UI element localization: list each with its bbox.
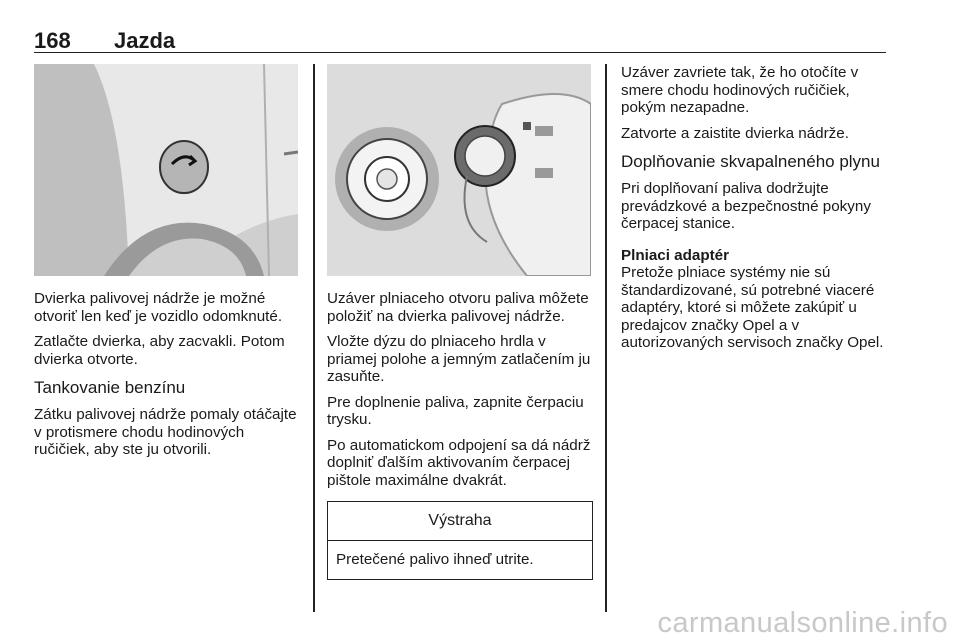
column-divider	[313, 64, 315, 612]
chapter-title: Jazda	[114, 28, 176, 53]
paragraph: Pri doplňovaní paliva dodržujte prevádzkové a bezpečnostné pokyny čerpacej stanice.	[621, 180, 871, 232]
section-heading: Doplňovanie skvapalneného plynu	[621, 152, 880, 171]
paragraph: Pretože plniace systémy nie sú štandardizované, sú potrebné viaceré adaptéry, ktoré si môžete zakúpiť u predajcov značky Opel a v autorizovaných servisoch značky Opel.	[621, 264, 884, 351]
paragraph: Po automatickom odpojení sa dá nádrž doplniť ďalším aktivovaním čerpacej pištole maximálne dvakrát.	[327, 436, 591, 489]
watermark: carmanualsonline.info	[657, 607, 948, 639]
warning-text: Pretečené palivo ihneď utrite.	[336, 551, 534, 568]
paragraph: Pre doplnenie paliva, zapnite čerpaciu trysku.	[327, 393, 584, 428]
paragraph: Zatlačte dvierka, aby zacvakli. Potom dvierka otvorte.	[34, 333, 285, 368]
subsection-heading: Plniaci adaptér	[621, 246, 730, 264]
column-middle	[327, 64, 593, 580]
page-number: 168	[34, 28, 71, 53]
fuel-cap-illustration	[327, 64, 591, 276]
paragraph: Zátku palivovej nádrže pomaly otáčajte v protismere chodu hodinových ručičiek, aby ste ju otvorili.	[34, 406, 297, 458]
section-heading: Tankovanie benzínu	[34, 378, 186, 397]
paragraph: Vložte dýzu do plniaceho hrdla v priamej polohe a jemným zatlačením ju zasuňte.	[327, 333, 591, 385]
column-right	[621, 64, 889, 360]
paragraph: Uzáver zavriete tak, že ho otočíte v smere chodu hodinových ručičiek, pokým nezapadne.	[621, 64, 859, 116]
paragraph: Dvierka palivovej nádrže je možné otvoriť len keď je vozidlo odomknuté.	[34, 290, 283, 325]
column-divider	[605, 64, 607, 612]
page-header	[34, 24, 886, 53]
warning-title: Výstraha	[328, 502, 592, 541]
column-left	[34, 64, 302, 467]
paragraph: Uzáver plniaceho otvoru paliva môžete položiť na dvierka palivovej nádrže.	[327, 290, 589, 325]
warning-box	[327, 501, 593, 580]
paragraph: Zatvorte a zaistite dvierka nádrže.	[621, 124, 849, 142]
fuel-door-illustration	[34, 64, 298, 276]
